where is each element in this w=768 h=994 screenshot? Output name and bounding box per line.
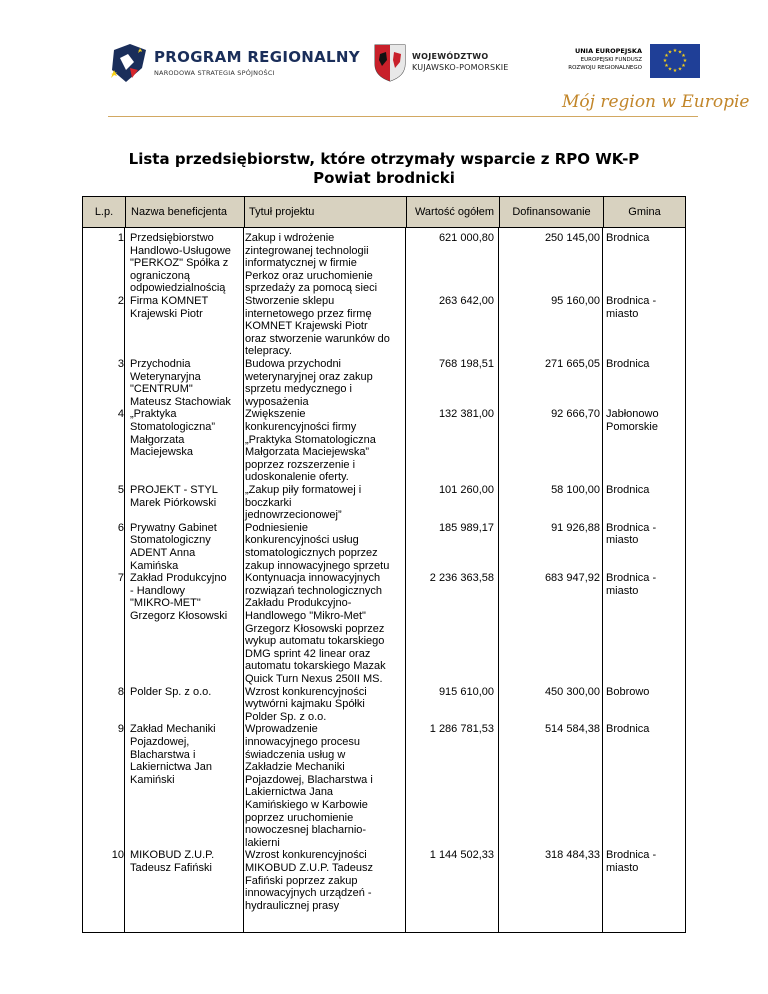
project-title-line: Kontynuacja innowacyjnych — [245, 572, 381, 585]
project-title — [245, 295, 407, 358]
project-title — [245, 358, 407, 408]
svg-text:★: ★ — [681, 53, 686, 59]
total-value: 101 260,00 — [438, 483, 494, 496]
gmina-name-line: Brodnica — [606, 483, 650, 496]
beneficiary-name-line: Małgorzata — [130, 433, 185, 446]
beneficiary-name — [130, 686, 241, 699]
beneficiary-name-line: Mateusz Stachowiak — [130, 395, 231, 408]
project-title-line: Handlowego "Mikro-Met" — [245, 609, 366, 622]
beneficiary-name-line: Pojazdowej, — [130, 735, 190, 748]
project-title-line: innowacyjnych urządzeń - — [245, 887, 372, 900]
project-title-line: wyposażenia — [245, 395, 309, 408]
row-number: 3 — [117, 358, 124, 370]
beneficiary-name-line: „Praktyka — [130, 408, 177, 421]
table-body — [82, 228, 686, 933]
program-regionalny-emblem-icon — [106, 40, 152, 86]
row-number: 1 — [117, 232, 124, 244]
table-row — [83, 358, 685, 408]
header-divider — [108, 116, 698, 117]
project-title-line: nowoczesnej blacharnio- — [245, 824, 367, 837]
header-funding: Dofinansowanie — [499, 197, 603, 227]
beneficiary-name-line: MIKOBUD Z.U.P. — [130, 849, 215, 862]
gmina-name-line: Bobrowo — [606, 685, 650, 698]
gmina-name-line: miasto — [606, 534, 639, 547]
project-title — [245, 723, 407, 849]
table-row — [83, 295, 685, 358]
funding-value: 683 947,92 — [544, 572, 600, 585]
gmina-name — [604, 408, 686, 433]
eu-text — [568, 46, 642, 72]
header-gmina: Gmina — [603, 197, 685, 227]
project-title-line: Kamińskiego w Karbowie — [245, 798, 368, 811]
beneficiary-name — [130, 522, 241, 572]
project-title-line: Zakup i wdrożenie — [245, 232, 335, 244]
table-row — [83, 723, 685, 849]
beneficiaries-table — [82, 196, 686, 933]
program-regionalny-logo — [106, 40, 360, 86]
gmina-name — [604, 232, 686, 245]
beneficiary-name-line: Prywatny Gabinet — [130, 521, 217, 534]
gmina-name — [604, 522, 686, 547]
document-title: Lista przedsiębiorstw, które otrzymały wsparcie z RPO WK-P — [128, 150, 640, 168]
gmina-name-line: miasto — [606, 307, 639, 320]
beneficiary-name-line: Stomatologiczny — [130, 534, 211, 547]
funding-value: 58 100,00 — [551, 483, 600, 496]
project-title-line: wykup automatu tokarskiego — [245, 635, 385, 648]
beneficiary-name-line: Weterynaryjna — [130, 370, 201, 383]
beneficiary-name-line: ADENT Anna — [130, 546, 196, 559]
gmina-name-line: miasto — [606, 861, 639, 874]
project-title-line: Budowa przychodni — [245, 358, 342, 370]
beneficiary-name — [130, 572, 241, 622]
beneficiary-name-line: Lakiernictwa Jan — [130, 761, 212, 774]
total-value: 1 144 502,33 — [429, 849, 494, 862]
row-number: 9 — [117, 723, 124, 736]
project-title-line: Perkoz oraz uruchomienie — [245, 269, 373, 282]
table-row — [83, 408, 685, 484]
project-title-line: oraz stworzenie warunków do — [245, 332, 390, 345]
header-title: Tytuł projektu — [244, 197, 406, 227]
project-title-line: Lakiernictwa Jana — [245, 786, 334, 799]
funding-value: 318 484,33 — [544, 849, 600, 862]
project-title-line: Wzrost konkurencyjności — [245, 849, 367, 862]
gmina-name — [604, 484, 686, 497]
project-title-line: Quick Turn Nexus 250II MS. — [245, 672, 383, 685]
svg-text:★: ★ — [664, 63, 669, 69]
svg-text:★: ★ — [662, 58, 668, 64]
header-lp: L.p. — [94, 206, 114, 218]
svg-text:★: ★ — [682, 58, 688, 64]
project-title-line: wytwórni kajmaku Spółki — [245, 698, 365, 711]
project-title-line: zakup innowacyjnego sprzetu — [245, 559, 390, 572]
row-number: 7 — [117, 572, 124, 585]
project-title-line: Zakładu Produkcyjno- — [245, 597, 352, 610]
total-value: 2 236 363,58 — [429, 572, 494, 585]
beneficiary-name-line: Polder Sp. z o.o. — [130, 685, 212, 698]
svg-text:★: ★ — [681, 63, 686, 69]
svg-text:★: ★ — [672, 68, 678, 74]
beneficiary-name-line: Krajewski Piotr — [130, 307, 203, 320]
beneficiary-name-line: Stomatologiczna” — [130, 420, 215, 433]
beneficiary-name — [130, 358, 241, 408]
project-title-line: KOMNET Krajewski Piotr — [245, 320, 368, 333]
project-title-line: poprzez rozszerzenie i — [245, 458, 356, 471]
gmina-name-line: Brodnica — [606, 232, 650, 244]
wojewodztwo-logo — [372, 42, 522, 82]
coat-of-arms-icon — [372, 42, 408, 82]
beneficiary-name-line: Marek Piórkowski — [130, 496, 217, 509]
funding-value: 450 300,00 — [544, 685, 600, 698]
svg-text:★: ★ — [667, 49, 673, 56]
project-title-line: sprzedaży za pomocą sieci — [245, 282, 378, 295]
beneficiary-name — [130, 408, 241, 458]
project-title-line: internetowego przez firmę — [245, 307, 372, 320]
gmina-name — [604, 358, 686, 371]
project-title-line: Grzegorz Kłosowski poprzez — [245, 622, 385, 635]
beneficiary-name-line: Kamiński — [130, 773, 175, 786]
project-title-line: telepracy. — [245, 345, 292, 358]
table-row — [83, 522, 685, 572]
gmina-name-line: miasto — [606, 584, 639, 597]
program-subtitle: NARODOWA STRATEGIA SPÓJNOŚCI — [154, 69, 275, 77]
beneficiary-name-line: Maciejewska — [130, 446, 193, 459]
beneficiary-name — [130, 849, 241, 874]
total-value: 263 642,00 — [438, 295, 494, 307]
table-header — [82, 196, 686, 228]
beneficiary-name-line: Przychodnia — [130, 358, 191, 370]
project-title-line: weterynaryjnej oraz zakup — [245, 370, 373, 383]
beneficiary-name-line: Handlowo-Usługowe — [130, 244, 231, 257]
row-number: 6 — [117, 521, 124, 534]
project-title-line: Zwiększenie — [245, 408, 306, 421]
svg-text:★: ★ — [677, 66, 683, 73]
table-row — [83, 232, 685, 295]
project-title-line: „Praktyka Stomatologiczna — [245, 433, 376, 446]
gmina-name — [604, 723, 686, 736]
svg-text:★: ★ — [664, 53, 669, 59]
project-title — [245, 408, 407, 484]
funding-value: 92 666,70 — [551, 408, 600, 421]
project-title-line: automatu tokarskiego Mazak — [245, 660, 386, 673]
total-value: 185 989,17 — [438, 521, 494, 534]
project-title-line: rozwiązań technologicznych — [245, 584, 382, 597]
beneficiary-name-line: Kamińska — [130, 559, 179, 572]
total-value: 915 610,00 — [438, 685, 494, 698]
gmina-name — [604, 686, 686, 699]
gmina-name — [604, 572, 686, 597]
total-value: 132 381,00 — [438, 408, 494, 421]
beneficiary-name-line: Firma KOMNET — [130, 295, 209, 307]
motto-text: Mój region w Europie — [562, 92, 750, 112]
project-title-line: Wzrost konkurencyjności — [245, 685, 367, 698]
row-number: 8 — [117, 685, 124, 698]
project-title-line: Podniesienie — [245, 521, 308, 534]
svg-text:★: ★ — [667, 66, 673, 73]
project-title-line: Stworzenie sklepu — [245, 295, 335, 307]
project-title — [245, 522, 407, 572]
row-number: 4 — [117, 408, 124, 421]
eu-flag-icon — [650, 44, 700, 78]
gmina-name-line: Brodnica - — [606, 572, 657, 585]
project-title-line: „Zakup piły formatowej i — [245, 483, 362, 496]
beneficiary-name-line: "PERKOZ" Spółka z — [130, 257, 229, 270]
project-title-line: MIKOBUD Z.U.P. Tadeusz — [245, 861, 373, 874]
total-value: 621 000,80 — [438, 232, 494, 244]
beneficiary-name-line: "CENTRUM" — [130, 383, 193, 396]
project-title — [245, 484, 407, 522]
beneficiary-name — [130, 295, 241, 320]
gmina-name-line: Brodnica — [606, 358, 650, 370]
project-title-line: poprzez uruchomienie — [245, 811, 354, 824]
project-title-line: informatycznej w firmie — [245, 257, 357, 270]
beneficiary-name — [130, 232, 241, 295]
gmina-name-line: Jabłonowo — [606, 408, 659, 421]
eu-line1: UNIA EUROPEJSKA — [574, 47, 642, 55]
project-title-line: Małgorzata Maciejewska” — [245, 446, 370, 459]
project-title-line: boczkarki — [245, 496, 292, 509]
table-row — [83, 484, 685, 522]
eu-line2: EUROPEJSKI FUNDUSZ — [580, 57, 642, 63]
project-title-line: lakierni — [245, 836, 280, 849]
project-title-line: Fafiński poprzez zakup — [245, 874, 358, 887]
funding-value: 271 665,05 — [544, 358, 600, 370]
project-title-line: świadczenia usług w — [245, 748, 346, 761]
beneficiary-name-line: odpowiedzialnością — [130, 282, 226, 295]
total-value: 768 198,51 — [438, 358, 494, 370]
project-title-line: udoskonalenie oferty. — [245, 471, 349, 484]
table-row — [83, 849, 685, 912]
beneficiary-name-line: Zakład Mechaniki — [130, 723, 216, 736]
gmina-name-line: Pomorskie — [606, 420, 658, 433]
gmina-name-line: Brodnica - — [606, 521, 657, 534]
project-title — [245, 849, 407, 912]
beneficiary-name — [130, 723, 241, 786]
gmina-name — [604, 849, 686, 874]
project-title-line: zintegrowanej technologii — [245, 244, 369, 257]
project-title-line: jednowrzecionowej” — [245, 509, 342, 522]
eu-logo — [560, 44, 700, 80]
funding-value: 250 145,00 — [544, 232, 600, 244]
project-title-line: Pojazdowej, Blacharstwa i — [245, 773, 373, 786]
beneficiary-name-line: PROJEKT - STYL — [130, 483, 218, 496]
project-title-line: Polder Sp. z o.o. — [245, 710, 327, 723]
wojewodztwo-line2: KUJAWSKO-POMORSKIE — [412, 63, 509, 72]
beneficiary-name — [130, 484, 241, 509]
gmina-name — [604, 295, 686, 320]
gmina-name-line: Brodnica - — [606, 295, 657, 307]
project-title — [245, 572, 407, 685]
beneficiary-name-line: "MIKRO-MET" — [130, 597, 201, 610]
row-number: 2 — [117, 295, 124, 307]
gmina-name-line: Brodnica — [606, 723, 650, 736]
wojewodztwo-line1: WOJEWÓDZTWO — [412, 52, 489, 61]
document-subtitle: Powiat brodnicki — [313, 169, 455, 187]
eu-line3: ROZWOJU REGIONALNEGO — [568, 65, 642, 71]
project-title-line: konkurencyjności usług — [245, 534, 359, 547]
project-title-line: hydraulicznej prasy — [245, 899, 340, 912]
row-number: 5 — [117, 483, 124, 496]
project-title-line: DMG sprint 42 linear oraz — [245, 647, 371, 660]
header-name: Nazwa beneficjenta — [125, 197, 244, 227]
project-title — [245, 232, 407, 295]
table-row — [83, 572, 685, 685]
beneficiary-name-line: Przedsiębiorstwo — [130, 232, 214, 244]
project-title — [245, 686, 407, 724]
table-row — [83, 686, 685, 724]
svg-text:★: ★ — [672, 48, 678, 54]
project-title-line: Zakładzie Mechaniki — [245, 761, 345, 774]
beneficiary-name-line: - Handlowy — [130, 584, 186, 597]
beneficiary-name-line: Blacharstwa i — [130, 748, 196, 761]
project-title-line: stomatologicznych poprzez — [245, 546, 378, 559]
project-title-line: konkurencyjności firmy — [245, 420, 357, 433]
funding-value: 95 160,00 — [551, 295, 600, 307]
total-value: 1 286 781,53 — [429, 723, 494, 736]
project-title-line: sprzetu medycznego i — [245, 383, 352, 396]
project-title-line: Wprowadzenie — [245, 723, 318, 736]
beneficiary-name-line: Zakład Produkcyjno — [130, 572, 227, 585]
program-title: PROGRAM REGIONALNY — [154, 48, 360, 66]
beneficiary-name-line: Tadeusz Fafiński — [130, 861, 212, 874]
svg-text:★: ★ — [677, 49, 683, 56]
beneficiary-name-line: Grzegorz Kłosowski — [130, 609, 228, 622]
gmina-name-line: Brodnica - — [606, 849, 657, 862]
beneficiary-name-line: ograniczoną — [130, 269, 190, 282]
funding-value: 91 926,88 — [551, 521, 600, 534]
header-total: Wartość ogółem — [406, 197, 499, 227]
row-number: 10 — [111, 849, 124, 862]
funding-value: 514 584,38 — [544, 723, 600, 736]
project-title-line: innowacyjnego procesu — [245, 735, 360, 748]
